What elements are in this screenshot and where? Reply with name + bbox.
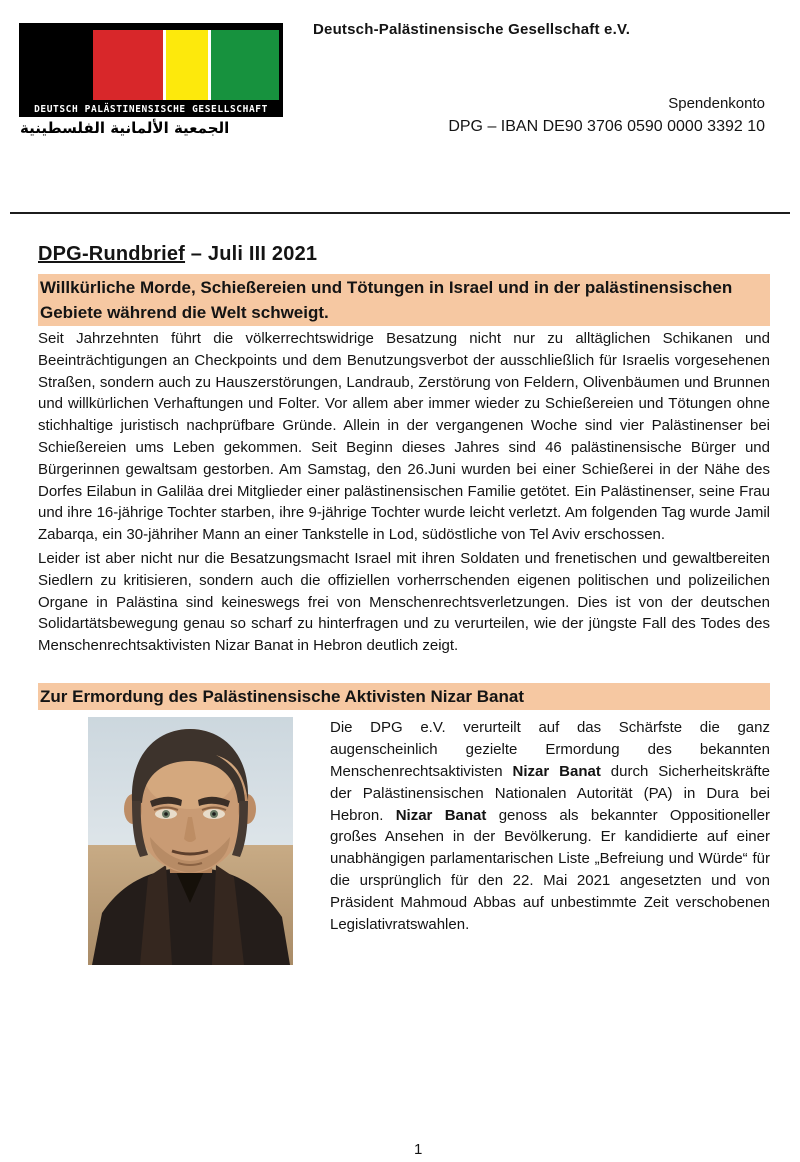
logo-arabic-text: الجمعية الألمانية الفلسطينية xyxy=(20,119,230,137)
flag-stripe-green xyxy=(208,30,279,100)
donation-account-label: Spendenkonto xyxy=(668,95,765,112)
dpg-logo xyxy=(19,23,283,117)
section1-paragraph-1: Seit Jahrzehnten führt die völkerrechtswidrige Besatzung nicht nur zu alltäglichen Schikanen und Beeinträchtigungen an Checkpoints und dem Benutzungsverbot der ausschließlich für Israelis vorgesehenen Straßen, sondern auch zu Hauszerstörungen, Landraub, Zerstörung von Feldern, Olivenbäumen und Brunnen und willkürlichen Verhaftungen und Folter. Vor allem aber immer wieder zu Schießereien und Tötungen ohne stichhaltige juristisch nachprüfbare Gründe. Allein in der vergangenen Woche sind vier Palästinenser bei Schießereien ums Leben gekommen. Seit Beginn dieses Jahres sind 46 palästinensische Bürger und Bürgerinnen gewaltsam gestorben. Am Samstag, den 26.Juni wurden bei einer Schießerei in der Nähe des Dorfes Eilabun in Galiläa drei Mitglieder einer palästinensischen Familie getötet. Ein Palästinenser, seine Frau und ihre 16-jährige Tochter starben, ihre 9-jährige Tochter wurde leicht verletzt. Am folgenden Tag wurde Jamil Zabarqa, ein 30-jähriher Mann an einer Tankstelle in Lod, südöstliche von Tel Aviv erschossen. xyxy=(38,330,770,544)
newsletter-title xyxy=(38,243,770,266)
flag-stripe-yellow xyxy=(163,30,208,100)
donation-account-iban: DPG – IBAN DE90 3706 0590 0000 3392 10 xyxy=(448,118,765,135)
newsletter-title-name: DPG-Rundbrief xyxy=(38,243,186,265)
logo-banner-text: DEUTSCH PALÄSTINENSISCHE GESELLSCHAFT xyxy=(34,104,268,115)
flag-stripe-red xyxy=(93,30,163,100)
flag-stripes xyxy=(93,30,279,100)
section1-paragraph-2: Leider ist aber nicht nur die Besatzungsmacht Israel mit ihren Soldaten und frenetischen und gewaltbereiten Siedlern zu kritisieren, sondern auch die offiziellen vorherrschenden eigenen politischen und polizeilichen Organe in Palästina sind keineswegs frei von Menschenrechtsverletzungen. Dies ist von der deutschen Solidartätsbewegung genau so scharf zu hinterfragen und zu verurteilen, wie der jüngste Fall des Todes des Menschenrechtsaktivisten Nizar Banat in Hebron deutlich zeigt. xyxy=(38,549,770,655)
section2-paragraph: Die DPG e.V. verurteilt auf das Schärfste die ganz augenscheinlich gezielte Ermordung des bekannten Menschenrechtsaktivisten Nizar Banat durch Sicherheitskräfte der Palästinensischen Nationalen Autorität (PA) in Dura bei Hebron. Nizar Banat genoss als bekannter Oppositioneller großes Ansehen in der Bevölkerung. Er kandidierte auf einer unabhängigen parlamentarischen Liste „Befreiung und Würde“ für die ursprünglich für den 22. Mai 2021 angesetzten und von Präsident Mahmoud Abbas auf unbestimmte Zeit verschobenen Legislativratswahlen. xyxy=(330,718,771,934)
section2-body xyxy=(38,717,770,965)
section1-heading: Willkürliche Morde, Schießereien und Tötungen in Israel und in der palästinensischen Gebiete während die Welt schweigt. xyxy=(38,274,770,326)
header-divider xyxy=(10,212,790,214)
newsletter-content xyxy=(38,243,770,965)
newsletter-title-issue: – Juli III 2021 xyxy=(185,243,318,265)
section2-heading: Zur Ermordung des Palästinensische Aktivisten Nizar Banat xyxy=(38,683,770,710)
organization-name: Deutsch-Palästinensische Gesellschaft e.V. xyxy=(313,21,631,38)
nizar-banat-photo xyxy=(88,717,293,965)
page-number: 1 xyxy=(414,1141,423,1158)
